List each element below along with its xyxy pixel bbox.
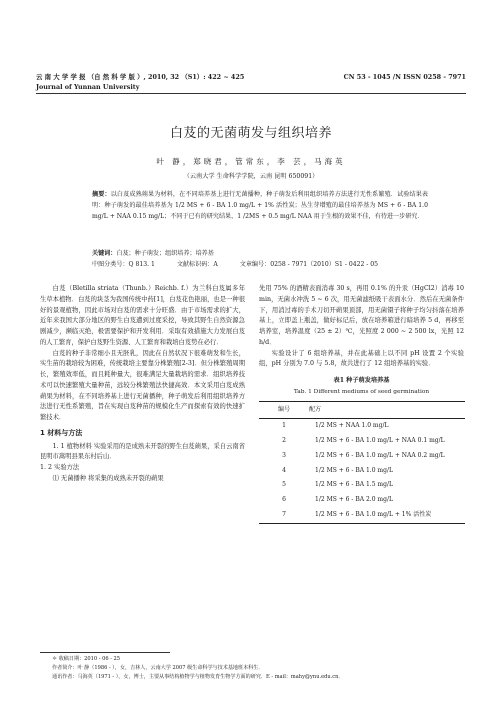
clc-number: 中图分类号：Q 813. 1 — [92, 261, 155, 268]
table-cell-recipe: 1/2 MS + 6 - BA 1.0 mg/L + NAA 0.2 mg/L — [315, 451, 445, 459]
table-cell-recipe: 1/2 MS + 6 - BA 1.0 mg/L — [315, 466, 393, 474]
paper-title: 白芨的无菌萌发与组织培养 — [169, 126, 332, 141]
table-cell-recipe: 1/2 MS + 6 - BA 2.0 mg/L — [315, 496, 393, 503]
medium-table — [259, 401, 465, 524]
table-row — [259, 419, 465, 434]
subsection-method-heading: 1. 2 实验方法 — [40, 464, 80, 471]
abstract — [92, 190, 428, 222]
table-cell-id: 1 — [282, 422, 286, 430]
journal-issn: CN 53 - 1045 /N ISSN 0258 - 7971 — [343, 73, 466, 81]
journal-citation: 云 南 大 学 学 报 （自 然 科 学 版 ）, 2010, 32 （S1）: 422 ~ 425 — [36, 73, 245, 81]
affiliation: （云南大学 生命科学学院，云南 昆明 650091） — [183, 173, 319, 180]
table-cell-id: 6 — [282, 496, 286, 503]
table-header-id: 编号 — [259, 401, 309, 419]
subsection-sterile-sowing: ⑴ 无菌播种 将采集的成熟未开裂的蒴果 — [52, 474, 164, 482]
footnote-received: ＊ 收稿日期：2010 - 06 - 25 — [52, 656, 121, 662]
left-column — [40, 284, 245, 485]
table-caption-cn: 表1 种子萌发培养基 — [333, 377, 390, 384]
table-cell-id: 4 — [282, 466, 286, 474]
document-code: 文献标识码：A — [176, 261, 218, 268]
table-cell-id: 7 — [259, 508, 309, 523]
journal-name-en: Journal of Yunnan University — [36, 83, 140, 91]
table-row — [259, 449, 465, 464]
classification-line — [92, 260, 428, 271]
table-row — [259, 434, 465, 449]
table-cell-recipe: 1/2 MS + 6 - BA 1.5 mg/L — [315, 481, 393, 489]
table-header-recipe: 配方 — [309, 401, 465, 419]
table-cell-recipe: 1/2 MS + NAA 1.0 mg/L — [315, 422, 389, 430]
keywords — [92, 249, 428, 260]
table-caption-en: Tab. 1 Different mediums of seed germination — [293, 388, 430, 395]
keywords-text: 白芨；种子萌发；组织培养；培养基 — [116, 250, 214, 257]
footnote-rule — [40, 652, 170, 653]
article-number: 文章编号：0258 - 7971（2010）S1 - 0422 - 05 — [239, 261, 379, 268]
table-row — [259, 508, 465, 523]
methods-paragraph-2: 实验设计了 6 组培养基，并在此基础上以不同 pH 设置 2 个实验组，pH 分别为 7.0 与 5.8，故共进行了 12 组培养基的实验． — [259, 349, 464, 368]
header-rule — [36, 93, 466, 94]
footnote-corresponding: 通讯作者：马海英（1971 - ），女，博士，主要从事结构植物学与植物发育生物学方面的研究．E - mail：mahy@ynu.edu.cn． — [52, 674, 344, 680]
intro-paragraph-1: 白芨（Bletilla striata（Thunb.）Reichb. f.）为兰科白芨属多年生草本植物．白芨的块茎为我国传统中药[1]，白芨花色艳丽，也是一种很好的景观植物，因此市场对白芨的需求十分旺盛．由于市场需求的扩大，近年来我国大部分地区的野生白芨遭到过度采挖，导致其野生自然资源急剧减少，濒临灭绝，极需要保护和开发利用．采取有效措施大力发展白芨的人工繁育，保护白芨野生资源、人工繁育和栽培白芨势在必行． — [40, 285, 245, 346]
table-cell-id: 5 — [282, 481, 286, 489]
abstract-text: 以白芨成熟蒴果为材料，在不同培养基上进行无菌播种，种子萌发后利用组织培养方法进行无性系繁殖．试验结果表明：种子萌发的最佳培养基为 1/2 MS + 6 - BA 1.0 mg/L + 1% 活性炭；丛生芽增殖的最佳培养基为 MS + 6 - BA 1.0 mg/L + NAA 0.15 mg/L；不同于已有的研究结果，1 /2MS + 0.5 mg/L NAA 用于生根的效果不佳，有待进一步研究． — [92, 191, 429, 220]
authors: 叶 静，郑晓君，管常东，李 芸，马海英 — [156, 157, 346, 166]
table-cell-id: 2 — [282, 437, 286, 444]
methods-paragraph-1: 先用 75% 的酒精表面消毒 30 s，再用 0.1% 的升汞（HgCl2）消毒 10 min，无菌水冲洗 5 ~ 6 次，用无菌滤纸吸干表面水分．然后在无菌条件下，用消过毒的手术刀切开蒴果顶部，用无菌镊子将种子均匀抖落在培养基上，立即盖上瓶盖，做好标记后，放在培养箱进行暗培养 5 d，再移至培养室，培养温度（25 ± 2）℃，光照度 2 000 ~ 2 500 lx，光照 12 h/d． — [259, 285, 464, 346]
table-cell-recipe: 1/2 MS + 6 - BA 1.0 mg/L + 1% 活性炭 — [309, 508, 465, 523]
table-cell-recipe: 1/2 MS + 6 - BA 1.0 mg/L + NAA 0.1 mg/L — [315, 437, 445, 444]
footnote-author: 作者简介：叶 静（1986 - ），女，吉林人，云南大学 2007 级生命科学与技术基地班本科生． — [52, 665, 264, 671]
right-column — [259, 284, 464, 524]
abstract-label: 摘要： — [92, 191, 111, 198]
table-cell-id: 3 — [282, 451, 286, 459]
intro-paragraph-2: 白芨的种子非常细小且无胚乳，因此在自然状况下很难萌发和生长，实生苗的栽培较为困难，传统栽培主要靠分株繁殖[2-3]．但分株繁殖周期长，繁殖效率低，而且耗种量大，很难满足大量栽培的需求．组织培养技术可以快速繁殖大量种苗，远较分株繁殖法快捷高效．本文采用白芨成熟蒴果为材料，在不同培养基上进行无菌播种，种子萌发后利用组织培养方法进行无性系繁殖，旨在实现白芨种苗的规模化生产而探索有效的快速扩繁技术． — [40, 349, 245, 421]
table-row — [259, 493, 465, 508]
keywords-label: 关键词： — [92, 250, 117, 257]
subsection-plant-material: 1. 1 植物材料 实验采用的是成熟未开裂的野生白芨蒴果，采自云南省昆明市嵩明县果东村后山． — [40, 442, 245, 461]
section-heading-methods: 1 材料与方法 — [40, 428, 83, 437]
table-row — [259, 478, 465, 493]
table-row — [259, 464, 465, 479]
